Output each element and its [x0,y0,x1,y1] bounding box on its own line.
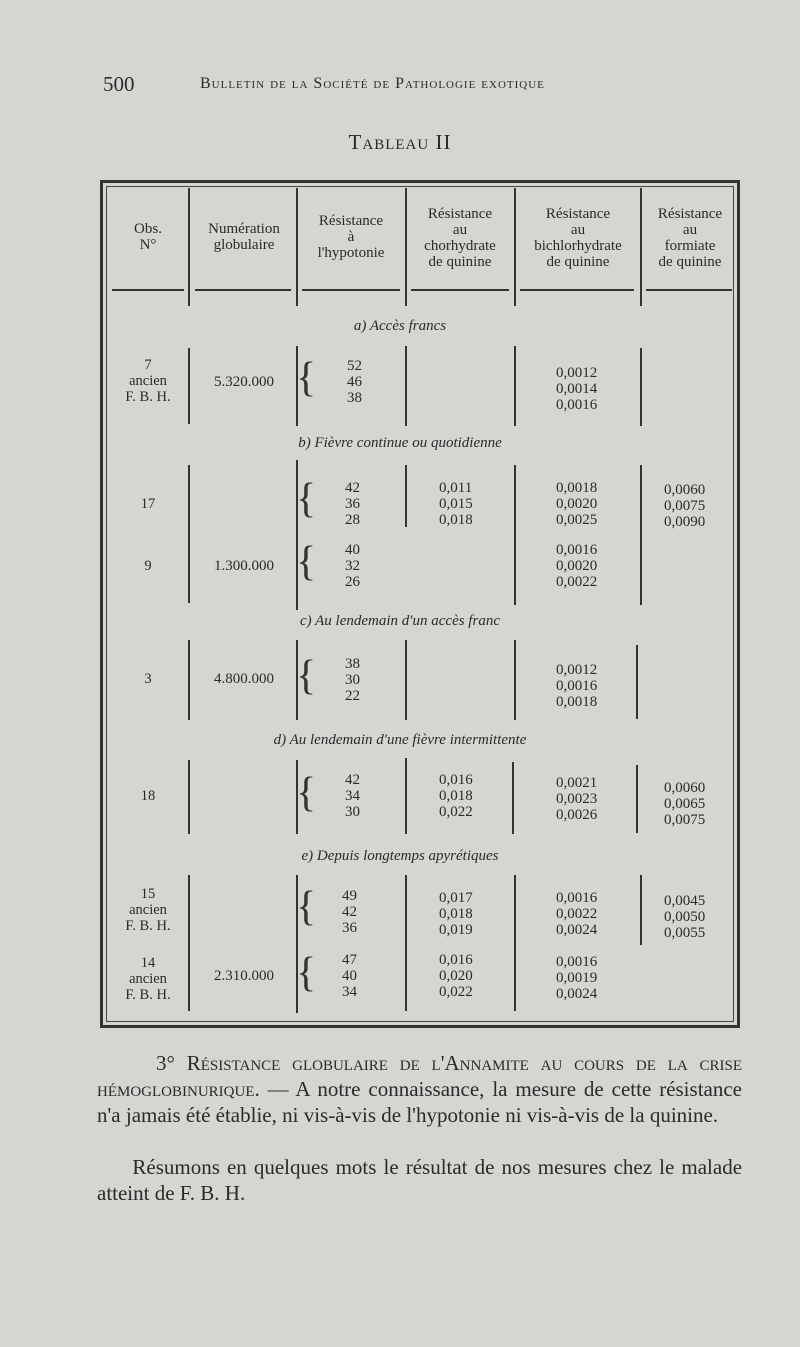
header-rule [112,289,184,291]
hypotonie-cell: 49 42 36 [342,888,357,936]
chlorhydrate-cell: 0,016 0,020 0,022 [439,952,473,1000]
section-label-d: d) Au lendemain d'une fièvre intermittente [273,732,527,748]
header-numeration: Numération globulaire [208,221,280,253]
obs-cell: 14 ancien F. B. H. [125,955,171,1003]
obs-cell: 18 [140,788,156,804]
col-sep-5 [640,875,642,945]
section-label-b: b) Fièvre continue ou quotidienne [298,435,502,451]
bichlorhydrate-cell: 0,0016 0,0019 0,0024 [556,954,598,1002]
bichlorhydrate-cell: 0,0012 0,0014 0,0016 [556,365,598,413]
numeration-cell: 4.800.000 [214,671,274,687]
header-rule [411,289,509,291]
running-head: Bulletin de la Société de Pathologie exotique [200,75,545,92]
bichlorhydrate-cell: 0,0016 0,0022 0,0024 [556,890,598,938]
col-sep-4 [512,762,514,834]
bichlorhydrate-cell: 0,0021 0,0023 0,0026 [556,775,598,823]
numeration-cell: 1.300.000 [214,558,274,574]
hypotonie-cell: 42 34 30 [345,772,360,820]
col-sep-3 [405,758,407,834]
header-rule [195,289,291,291]
col-sep-1 [188,188,190,306]
header-hypotonie: Résistance à l'hypotonie [317,213,385,261]
col-sep-4 [514,875,516,1011]
numeration-cell: 2.310.000 [214,968,274,984]
hypotonie-cell: 42 36 28 [345,480,360,528]
col-sep-3 [405,465,407,527]
section-label-a: a) Accès francs [353,318,447,334]
hypotonie-cell: 47 40 34 [342,952,357,1000]
paragraph-1-heading: 3° Résistance globulaire de l'Annamite au cours de la crise hémoglobinurique. [97,1051,743,1101]
header-obs: Obs. N° [134,221,162,253]
col-sep-5 [640,465,642,605]
col-sep-5 [636,645,638,719]
section-label-c: c) Au lendemain d'un accès franc [300,613,500,629]
bichlorhydrate-cell: 0,0016 0,0020 0,0022 [556,542,598,590]
header-chlorhydrate: Résistance au chorhydrate de quinine [424,206,496,270]
brace: { [296,653,317,699]
section-label-e: e) Depuis longtemps apyrétiques [301,848,499,864]
hypotonie-cell: 52 46 38 [347,358,362,406]
col-sep-1 [188,465,190,603]
obs-cell: 9 [144,558,152,574]
col-sep-3 [405,346,407,426]
col-sep-4 [514,465,516,605]
col-sep-1 [188,875,190,1011]
header-rule [302,289,400,291]
col-sep-5 [640,348,642,426]
col-sep-3 [405,640,407,720]
paragraph-1-body: — A notre connaissance, la mesure de cette résistance n'a jamais été établie, ni vis-à-vis de l'hypotonie ni vis-à-vis de la quinine. [97,1077,742,1127]
paragraph-1 [97,1050,742,1128]
header-rule [646,289,732,291]
header-bichlorhydrate: Résistance au bichlorhydrate de quinine [534,206,622,270]
bichlorhydrate-cell: 0,0012 0,0016 0,0018 [556,662,598,710]
chlorhydrate-cell: 0,011 0,015 0,018 [439,480,473,528]
header-rule [520,289,634,291]
bichlorhydrate-cell: 0,0018 0,0020 0,0025 [556,480,598,528]
chlorhydrate-cell: 0,016 0,018 0,022 [439,772,473,820]
brace: { [296,950,317,996]
col-sep-5 [636,765,638,833]
formiate-cell: 0,0060 0,0075 0,0090 [664,482,706,530]
paragraph-2-text: Résumons en quelques mots le résultat de nos mesures chez le malade atteint de F. B. H. [97,1155,743,1205]
brace: { [296,770,317,816]
col-sep-1 [188,640,190,720]
obs-cell: 7 ancien F. B. H. [125,357,171,405]
obs-cell: 15 ancien F. B. H. [125,886,171,934]
col-sep-4 [514,346,516,426]
col-sep-4 [514,640,516,720]
col-sep-1 [188,348,190,424]
brace: { [296,884,317,930]
chlorhydrate-cell: 0,017 0,018 0,019 [439,890,473,938]
formiate-cell: 0,0060 0,0065 0,0075 [664,780,706,828]
paragraph-2 [97,1154,742,1206]
col-sep-1 [188,760,190,834]
numeration-cell: 5.320.000 [214,374,274,390]
page-number: 500 [103,72,135,96]
hypotonie-cell: 38 30 22 [345,656,360,704]
header-formiate: Résistance au formiate de quinine [657,206,723,270]
table-title: Tableau II [348,130,452,154]
obs-cell: 3 [144,671,152,687]
obs-cell: 17 [140,496,156,512]
brace: { [296,355,317,401]
hypotonie-cell: 40 32 26 [345,542,360,590]
brace: { [296,539,317,585]
brace: { [296,476,317,522]
col-sep-3 [405,875,407,1011]
formiate-cell: 0,0045 0,0050 0,0055 [664,893,706,941]
